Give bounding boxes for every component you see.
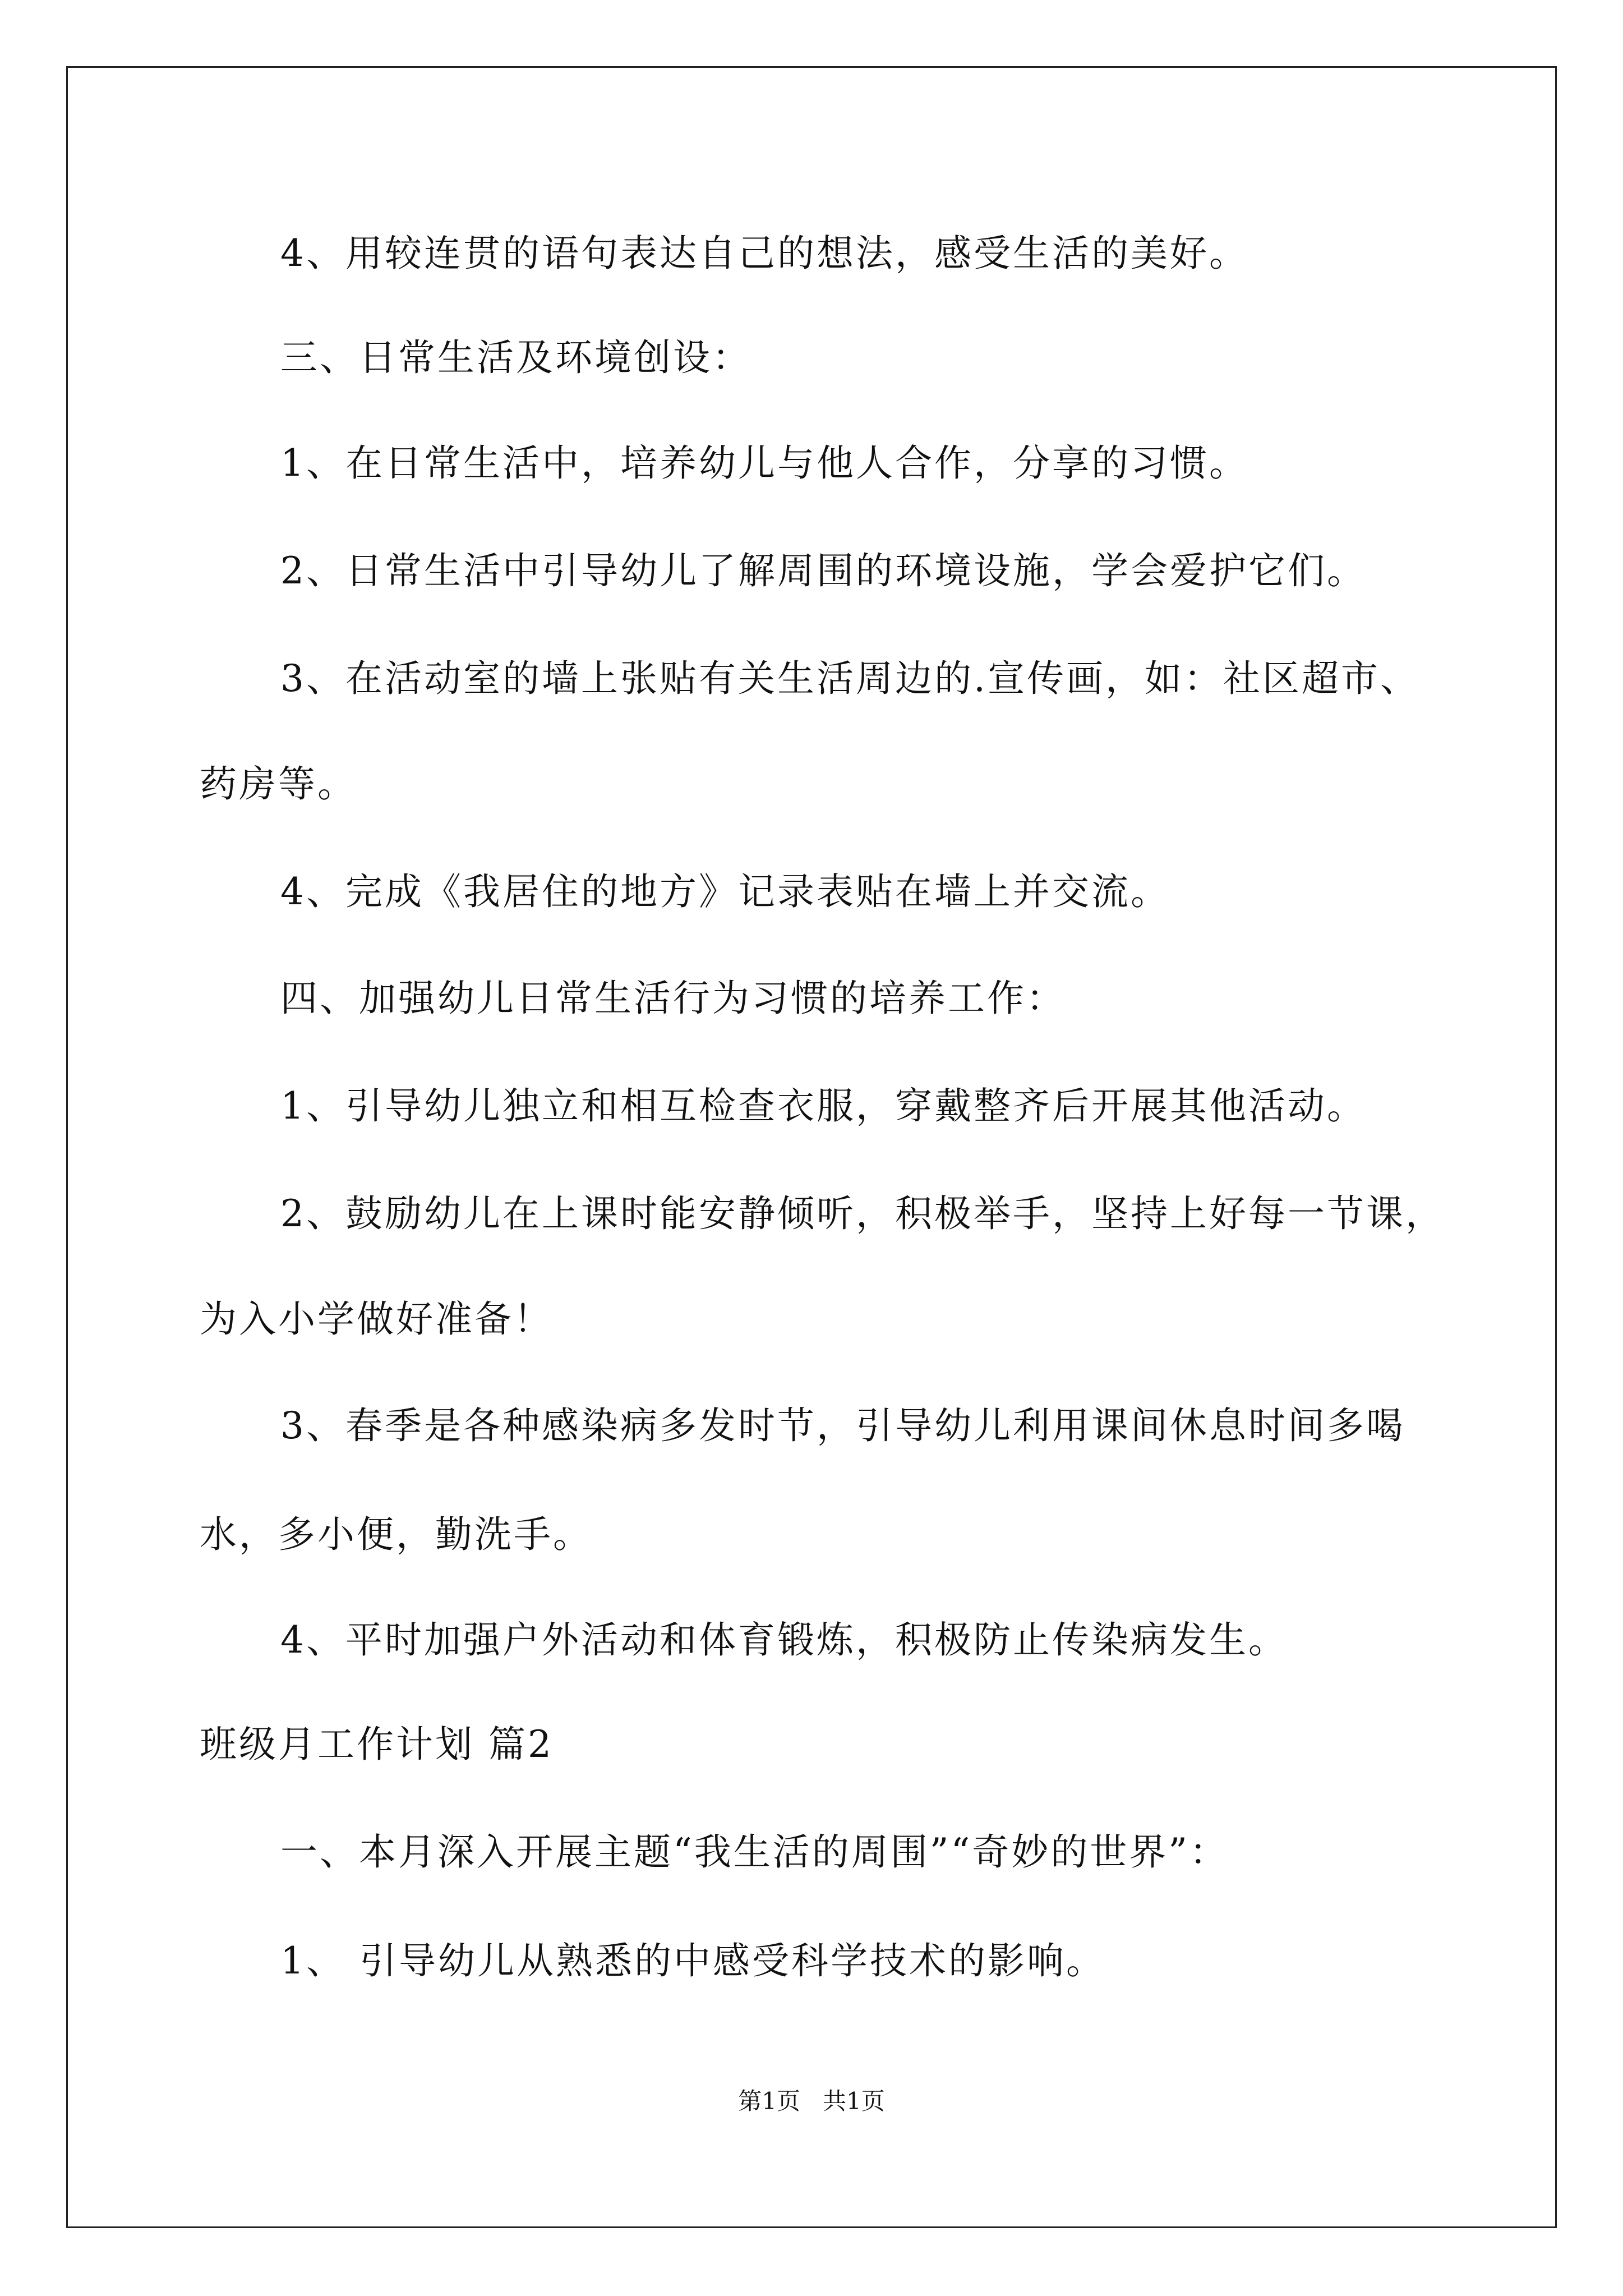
paragraph-line: 2、鼓励幼儿在上课时能安静倾听，积极举手，坚持上好每一节课， [280,1192,1445,1235]
paragraph-line: 1、 引导幼儿从熟悉的中感受科学技术的影响。 [280,1939,1105,1982]
paragraph-line: 药房等。 [200,762,357,806]
paragraph-line: 4、完成《我居住的地方》记录表贴在墙上并交流。 [280,870,1170,913]
page-number-footer: 第1页 共1页 [738,2087,885,2115]
paragraph-line: 4、用较连贯的语句表达自己的想法，感受生活的美好。 [280,232,1248,275]
page-border [66,66,1557,2228]
paragraph-line: 1、在日常生活中，培养幼儿与他人合作，分享的习惯。 [280,441,1248,485]
paragraph-line: 1、引导幼儿独立和相互检查衣服，穿戴整齐后开展其他活动。 [280,1084,1366,1128]
paragraph-line: 2、日常生活中引导幼儿了解周围的环境设施，学会爱护它们。 [280,549,1366,592]
paragraph-line: 水，多小便，勤洗手。 [200,1513,592,1556]
section-heading: 一、本月深入开展主题“我生活的周围”“奇妙的世界”： [280,1830,1229,1874]
document-subtitle: 班级月工作计划 篇2 [200,1723,554,1766]
paragraph-line: 为入小学做好准备！ [200,1297,553,1341]
paragraph-line: 3、在活动室的墙上张贴有关生活周边的.宣传画，如：社区超市、 [280,657,1419,700]
section-heading: 三、日常生活及环境创设： [280,336,751,379]
paragraph-line: 4、平时加强户外活动和体育锻炼，积极防止传染病发生。 [280,1618,1288,1662]
paragraph-line: 3、春季是各种感染病多发时节，引导幼儿利用课间休息时间多喝 [280,1404,1405,1447]
section-heading: 四、加强幼儿日常生活行为习惯的培养工作： [280,977,1066,1020]
